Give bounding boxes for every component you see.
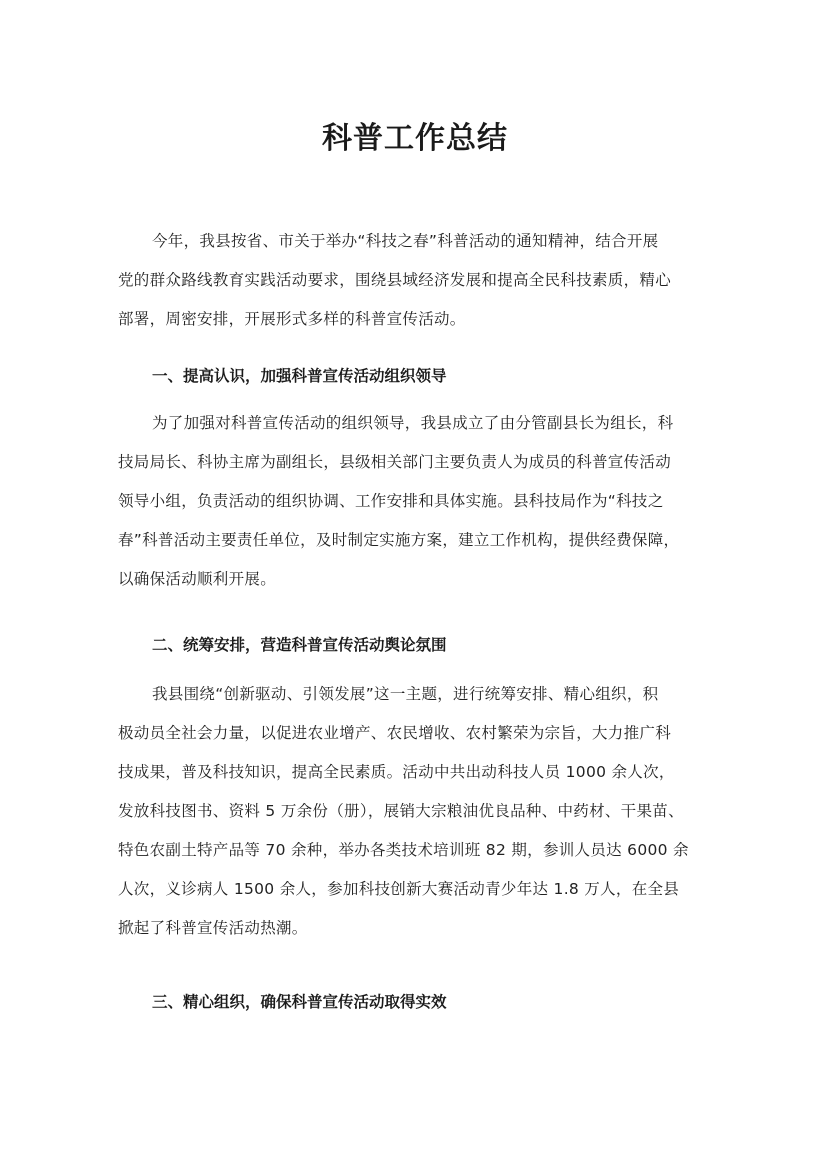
text-line: 我县围绕“创新驱动、引领发展”这一主题，进行统筹安排、精心组织，积	[152, 685, 659, 703]
text-line: 技成果，普及科技知识，提高全民素质。活动中共出动科技人员 1000 余人次，	[118, 763, 675, 781]
text-line: 特色农副土特产品等 70 余种，举办各类技术培训班 82 期，参训人员达 6000 余	[118, 841, 689, 859]
text-line: 人次，义诊病人 1500 余人，参加科技创新大赛活动青少年达 1.8 万人，在全县	[118, 880, 680, 898]
text-line: 领导小组，负责活动的组织协调、工作安排和具体实施。县科技局作为“科技之	[118, 492, 664, 510]
page-title: 科普工作总结	[322, 121, 508, 156]
section-2-paragraph	[118, 675, 714, 948]
text-line: 为了加强对科普宣传活动的组织领导，我县成立了由分管副县长为组长，科	[152, 414, 674, 432]
section-1-paragraph	[118, 404, 714, 599]
text-line: 春”科普活动主要责任单位，及时制定实施方案，建立工作机构，提供经费保障，	[118, 531, 680, 549]
text-line: 党的群众路线教育实践活动要求，围绕县域经济发展和提高全民科技素质，精心	[118, 271, 672, 289]
text-line: 掀起了科普宣传活动热潮。	[118, 919, 308, 937]
intro-paragraph	[118, 222, 714, 339]
text-line: 以确保活动顺利开展。	[118, 570, 277, 588]
text-line: 发放科技图书、资料 5 万余份（册），展销大宗粮油优良品种、中药材、干果苗、	[118, 802, 684, 820]
text-line: 今年，我县按省、市关于举办“科技之春”科普活动的通知精神，结合开展	[152, 232, 659, 250]
section-heading-1: 一、提高认识，加强科普宣传活动组织领导	[152, 367, 447, 385]
section-heading-3: 三、精心组织，确保科普宣传活动取得实效	[152, 993, 447, 1011]
text-line: 部署，周密安排，开展形式多样的科普宣传活动。	[118, 310, 466, 328]
text-line: 技局局长、科协主席为副组长，县级相关部门主要负责人为成员的科普宣传活动	[118, 453, 672, 471]
text-line: 极动员全社会力量，以促进农业增产、农民增收、农村繁荣为宗旨，大力推广科	[118, 724, 672, 742]
section-heading-2: 二、统筹安排，营造科普宣传活动舆论氛围	[152, 636, 447, 654]
